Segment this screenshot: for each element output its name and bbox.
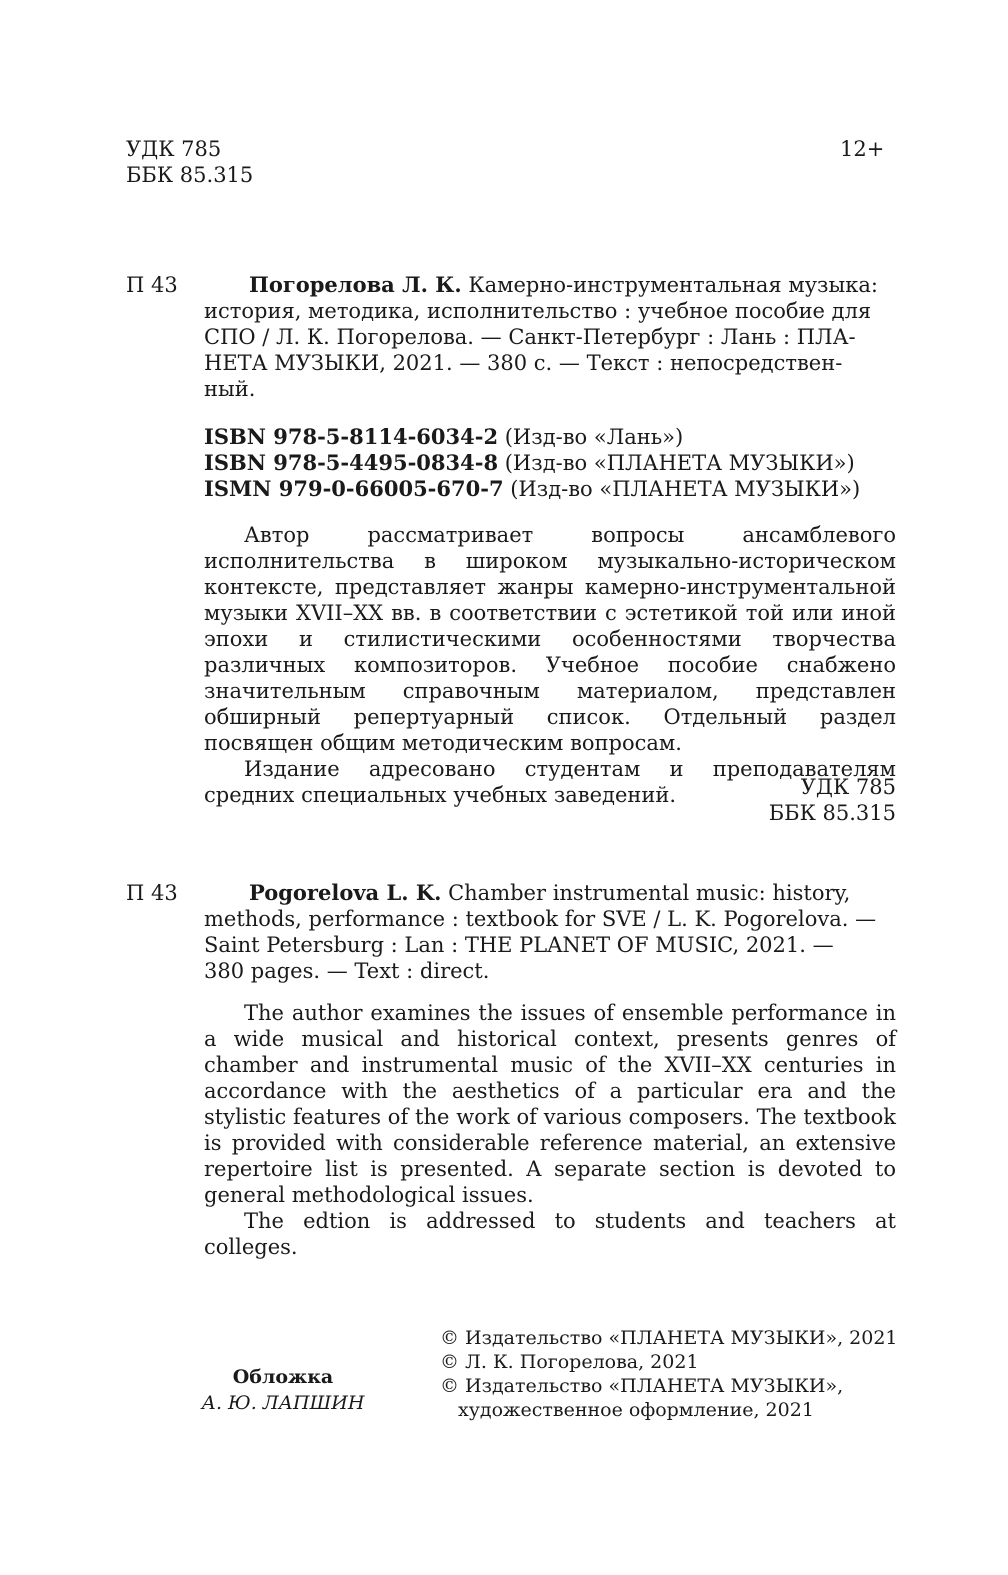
classification-repeat xyxy=(600,774,896,826)
isbn-code: ISBN 978-5-4495-0834-8 xyxy=(204,450,499,475)
en-abstract xyxy=(204,1000,896,1260)
copyright-line: художественное оформление, 2021 xyxy=(458,1399,814,1421)
en-record-code: П 43 xyxy=(126,881,178,905)
age-rating: 12+ xyxy=(840,137,885,161)
ru-author: Погорелова Л. К. xyxy=(249,272,462,297)
ru-abstract xyxy=(204,522,896,808)
en-record-line: Saint Petersburg : Lan : THE PLANET OF MUSIC, 2021. — xyxy=(204,933,834,957)
ru-record-line: история, методика, исполнительство : учебное пособие для xyxy=(204,299,872,323)
en-abstract-paragraph: The author examines the issues of ensemble performance in a wide musical and historical context, presents genres of chamber and instrumental music of the XVII–XX centuries in accordance with the aesthetics of a particular era and the stylistic features of the work of various composers. The textbook is provided with considerable reference material, an extensive repertoire list is presented. A separate section is devoted to general methodological issues. xyxy=(204,1001,896,1207)
ismn-publisher: (Изд-во «ПЛАНЕТА МУЗЫКИ») xyxy=(503,477,861,501)
bbk-code-repeat: ББК 85.315 xyxy=(768,801,896,825)
en-author: Pogorelova L. K. xyxy=(249,880,442,905)
copyright-block xyxy=(440,1326,900,1422)
ru-record-code: П 43 xyxy=(126,273,178,297)
cover-credit-label: Обложка xyxy=(232,1366,334,1388)
cover-credit-name: А. Ю. ЛАПШИН xyxy=(201,1392,365,1414)
isbn-publisher: (Изд-во «Лань») xyxy=(498,425,684,449)
ru-abstract-paragraph: Автор рассматривает вопросы ансамблевого исполнительства в широком музыкально-историческом контексте, представляет жанры камерно-инструментальной музыки XVII–XX вв. в соответствии с эстетикой той или иной эпохи и стилистическими особенностями творчества различных композиторов. Учебное пособие снабжено значительным справочным материалом, представлен обширный репертуарный список. Отдельный раздел посвящен общим методическим вопросам. xyxy=(204,523,896,755)
isbn-publisher: (Изд-во «ПЛАНЕТА МУЗЫКИ») xyxy=(498,451,855,475)
udk-code: УДК 785 xyxy=(126,137,222,161)
isbn-block xyxy=(204,424,896,502)
en-bibliographic-record xyxy=(204,880,896,984)
ru-record-line: СПО / Л. К. Погорелова. — Санкт-Петербург : Лань : ПЛА- xyxy=(204,325,856,349)
en-record-line: 380 pages. — Text : direct. xyxy=(204,959,490,983)
ru-record-line: НЕТА МУЗЫКИ, 2021. — 380 с. — Текст : непосредствен- xyxy=(204,351,843,375)
ismn-code: ISMN 979-0-66005-670-7 xyxy=(204,476,504,501)
ru-title-line: Камерно-инструментальная музыка: xyxy=(461,273,878,297)
cover-credit xyxy=(190,1364,376,1416)
copyright-line: © Издательство «ПЛАНЕТА МУЗЫКИ», 2021 xyxy=(440,1327,898,1349)
udk-code-repeat: УДК 785 xyxy=(800,775,896,799)
ru-abstract-paragraph: Издание адресовано студентам и преподавателям средних специальных учебных заведений. xyxy=(204,757,896,807)
ru-record-line: ный. xyxy=(204,377,256,401)
isbn-row xyxy=(204,424,896,450)
isbn-row xyxy=(204,450,896,476)
ismn-row xyxy=(204,476,896,502)
en-title-line: Chamber instrumental music: history, xyxy=(441,881,851,905)
bbk-code: ББК 85.315 xyxy=(126,163,254,187)
ru-bibliographic-record xyxy=(204,272,896,402)
copyright-line: © Издательство «ПЛАНЕТА МУЗЫКИ», xyxy=(440,1375,844,1397)
en-record-line: methods, performance : textbook for SVE / L. K. Pogorelova. — xyxy=(204,907,877,931)
isbn-code: ISBN 978-5-8114-6034-2 xyxy=(204,424,499,449)
header-classification xyxy=(126,136,253,188)
copyright-line: © Л. К. Погорелова, 2021 xyxy=(440,1351,699,1373)
en-abstract-paragraph: The edtion is addressed to students and teachers at colleges. xyxy=(204,1209,896,1259)
